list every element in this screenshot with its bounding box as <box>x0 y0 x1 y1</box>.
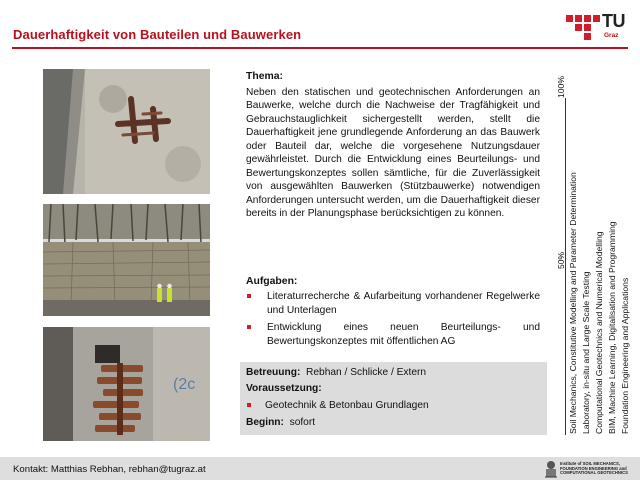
thema-section <box>246 70 540 221</box>
focus-category-2: Laboratory, in-situ and Large Scale Testing <box>581 271 591 434</box>
focus-category-1: Soil Mechanics, Constitutive Modelling and Parameter Determination <box>568 172 578 434</box>
info-box <box>240 362 547 435</box>
page-title: Dauerhaftigkeit von Bauteilen und Bauwerken <box>13 27 302 42</box>
thema-text: Neben den statischen und geotechnischen Anforderungen an Bauwerke, welche durch die Nachweise der Tragfähigkeit und Gebrauchstauglichkeit sichergestellt werden, stellt die Dauerhaftigkeit jene grundlegende Anforderung an das Bauwerk oder Bauteil dar, welche die vorgesehene Nutzungsdauer gewährleistet. Durch die Entwicklung eines Beurteilungs- und Bewertungskonzeptes sollen sämtliche, für die Zuverlässigkeit von ausgewählten Bauwerken (Stützbauwerke) notwendigen Anforderungen untersucht werden, um die Dauerhaftigkeit dieser bereits in der Planungsphase berücksichtigen zu können. <box>246 86 540 219</box>
aufgaben-heading: Aufgaben: <box>246 276 298 287</box>
scale-label-100: 100% <box>556 76 566 98</box>
aufgaben-list <box>246 290 540 352</box>
bullet-icon <box>247 403 251 407</box>
list-item: Entwicklung eines neuen Beurteilungs- und Bewertungskonzeptes mit öffentlichen AG <box>246 321 540 348</box>
list-item: Literaturrecherche & Aufarbeitung vorhandener Regelwerke und Unterlagen <box>246 290 540 317</box>
concrete-surface-photo <box>43 69 210 194</box>
voraussetzung-item: Geotechnik & Betonbau Grundlagen <box>246 399 429 412</box>
tu-graz-logo <box>566 13 630 43</box>
focus-category-5: Foundation Engineering and Applications <box>620 277 630 434</box>
institute-logo <box>543 460 633 478</box>
logo-city: Graz <box>604 32 619 39</box>
betreuung-row: Betreuung: Rebhan / Schlicke / Extern <box>246 367 427 378</box>
thema-heading: Thema: <box>246 71 283 82</box>
bullet-icon <box>247 325 251 329</box>
betreuung-value: Rebhan / Schlicke / Extern <box>306 367 427 378</box>
logo-brand: TU <box>602 11 625 31</box>
svg-text:(2c: (2c <box>173 376 196 393</box>
voraussetzung-row: Voraussetzung: <box>246 383 322 394</box>
anchor-heads-photo <box>43 327 210 441</box>
header-divider <box>12 47 628 49</box>
institute-name: Institute of SOIL MECHANICS, FOUNDATION ENGINEERING and COMPUTATIONAL GEOTECHNICS <box>560 461 628 476</box>
focus-category-3: Computational Geotechnics and Numerical Modelling <box>594 231 604 434</box>
beginn-row: Beginn: sofort <box>246 417 316 428</box>
bullet-icon <box>247 294 251 298</box>
institute-emblem-icon <box>543 460 559 478</box>
retaining-wall-photo <box>43 204 210 316</box>
focus-category-4: BIM, Machine Learning, Digitalisation and Programming <box>607 221 617 434</box>
beginn-value: sofort <box>289 417 316 428</box>
contact-text: Kontakt: Matthias Rebhan, rebhan@tugraz.at <box>13 464 206 475</box>
scale-label-50: 50% <box>556 251 566 269</box>
